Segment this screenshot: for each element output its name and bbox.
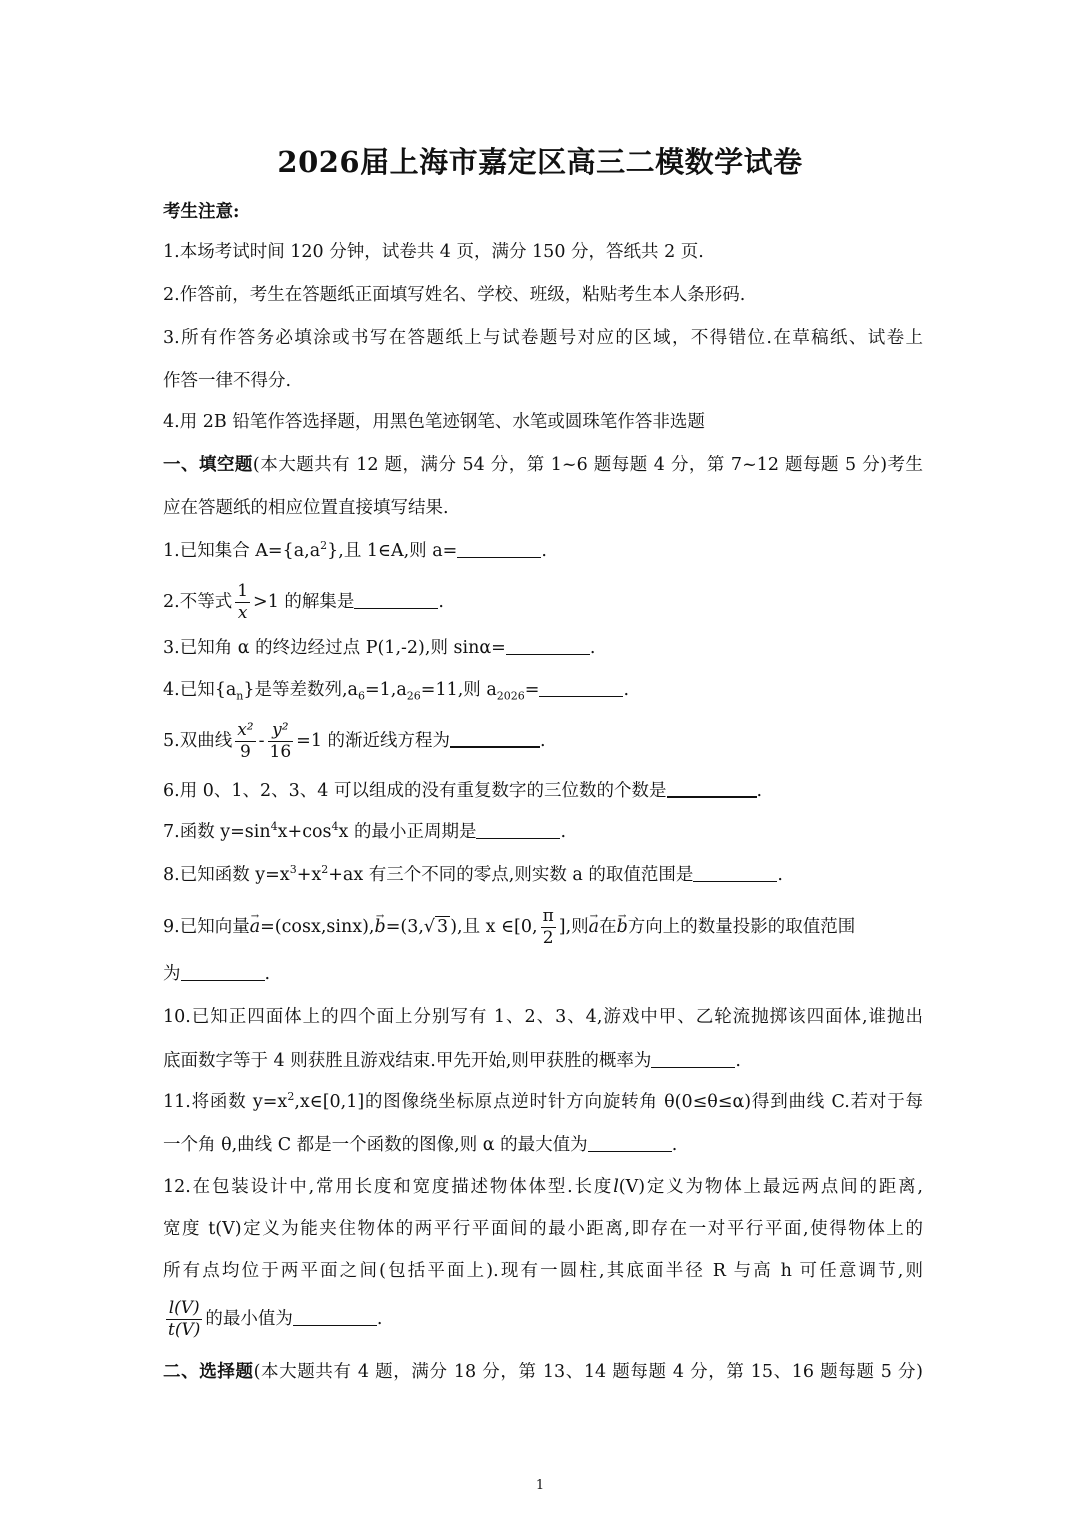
question-10: 10.已知正四面体上的四个面上分别写有 1、2、3、4,游戏中甲、乙轮流抛掷该四面体,谁抛出 — [163, 1007, 923, 1027]
answer-blank — [651, 1049, 735, 1068]
page-title: 2026届上海市嘉定区高三二模数学试卷 — [277, 145, 803, 179]
answer-blank — [181, 962, 265, 981]
question-11: 11.将函数 $y=x^2,x\in[0,1]$的图像绕坐标原点逆时针方向旋转角 θ(0≤θ≤α)得到曲线 C.若对于每 — [163, 1090, 923, 1112]
fraction: $\frac{\pi}{2}$ — [542, 906, 554, 948]
notice-item-2: 2.作答前，考生在答题纸正面填写姓名、学校、班级，粘贴考生本人条形码. — [163, 285, 746, 305]
answer-blank — [293, 1307, 377, 1326]
question-12: 12.在包装设计中,常用长度和宽度描述物体体型.长度l(V)定义为物体上最远两点间的距离, — [163, 1177, 923, 1197]
page-number: 1 — [535, 1478, 545, 1493]
answer-blank — [354, 590, 438, 609]
question-5: 5.双曲线 $\frac{\text{x²}}{9}$ - $\frac{\text{y²}}{16}$ =1 的渐近线方程为 . — [163, 720, 546, 762]
answer-blank — [506, 636, 590, 655]
fraction: $\frac{l(V)}{t(V)}$ — [168, 1298, 201, 1340]
answer-blank — [693, 863, 777, 882]
answer-blank — [667, 778, 757, 798]
notice-item-1: 1.本场考试时间 120 分钟，试卷共 4 页，满分 150 分，答纸共 2 页. — [163, 242, 704, 262]
answer-blank — [588, 1133, 672, 1152]
section1-desc: (本大题共有 12 题，满分 54 分，第 1~6 题每题 4 分，第 7~12 题每题 5 分)考生 — [252, 455, 923, 475]
section2-heading: 二、选择题 — [163, 1362, 254, 1382]
section1-header — [163, 453, 923, 477]
question-2: 2.不等式 $\frac{1}{x}$ >1 的解集是 . — [163, 581, 444, 623]
notice-item-3: 3.所有作答务必填涂或书写在答题纸上与试卷题号对应的区域，不得错位.在草稿纸、试卷上 — [163, 328, 923, 348]
question-6: 6.用 0、1、2、3、4 可以组成的没有重复数字的三位数的个数是 . — [163, 778, 923, 803]
section2-desc: (本大题共有 4 题，满分 18 分，第 13、14 题每题 4 分，第 15、16 题每题 5 分) — [253, 1362, 923, 1382]
notice-heading: 考生注意: — [163, 202, 240, 222]
answer-blank — [476, 820, 560, 839]
question-11-cont: 一个角 θ,曲线 C 都是一个函数的图像,则 α 的最大值为 . — [163, 1135, 678, 1155]
question-12-line3: 所有点均位于两平面之间(包括平面上).现有一圆柱,其底面半径 R 与高 h 可任意调节,则 — [163, 1261, 923, 1281]
section1-heading: 一、填空题 — [163, 455, 253, 475]
question-7: 7.函数 $y=\sin^4x+\cos^4x$ 的最小正周期是 . — [163, 820, 567, 842]
question-1: 1.已知集合 $A=\{a,a^2\}$,且 1∈A,则 a= . — [163, 539, 547, 561]
question-8: 8.已知函数 $y=x^3+x^2+ax$ 有三个不同的零点,则实数 a 的取值范围是 . — [163, 863, 783, 885]
question-12-line4: $\frac{l(V)}{t(V)}$ 的最小值为 . — [168, 1298, 383, 1340]
question-4: 4.已知$\{a_n\}$是等差数列$,a_6=1,a_{26}=11$,则 $a_{2026}=$ . — [163, 680, 630, 703]
answer-blank — [457, 539, 541, 558]
question-9: 9.已知向量→ a=(cosx,sinx),→ b=(3,√ 3 ),且 x ∈[0, $\frac{\pi}{2}$ ],则→ a在→ b方向上的数量投影的取值范围 — [163, 908, 923, 947]
sqrt: √ 3 — [423, 917, 449, 937]
answer-blank — [539, 678, 623, 697]
question-3: 3.已知角 α 的终边经过点 P(1,-2),则 sinα= . — [163, 638, 596, 658]
question-9-cont: 为 . — [163, 964, 271, 984]
section1-desc-cont: 应在答题纸的相应位置直接填写结果. — [163, 498, 449, 518]
notice-item-4: 4.用 2B 铅笔作答选择题，用黑色笔迹钢笔、水笔或圆珠笔作答非选题 — [163, 412, 705, 432]
question-10-cont: 底面数字等于 4 则获胜且游戏结束.甲先开始,则甲获胜的概率为 . — [163, 1051, 741, 1071]
fraction: $\frac{1}{x}$ — [237, 581, 249, 623]
fraction: $\frac{\text{y²}}{16}$ — [269, 720, 292, 762]
answer-blank — [450, 728, 540, 748]
fraction: $\frac{\text{x²}}{9}$ — [237, 720, 254, 762]
section2-header — [163, 1360, 923, 1384]
question-12-line2: 宽度 t(V)定义为能夹住物体的两平行平面间的最小距离,即存在一对平行平面,使得物体上的 — [163, 1219, 923, 1239]
notice-item-3-cont: 作答一律不得分. — [163, 371, 292, 391]
